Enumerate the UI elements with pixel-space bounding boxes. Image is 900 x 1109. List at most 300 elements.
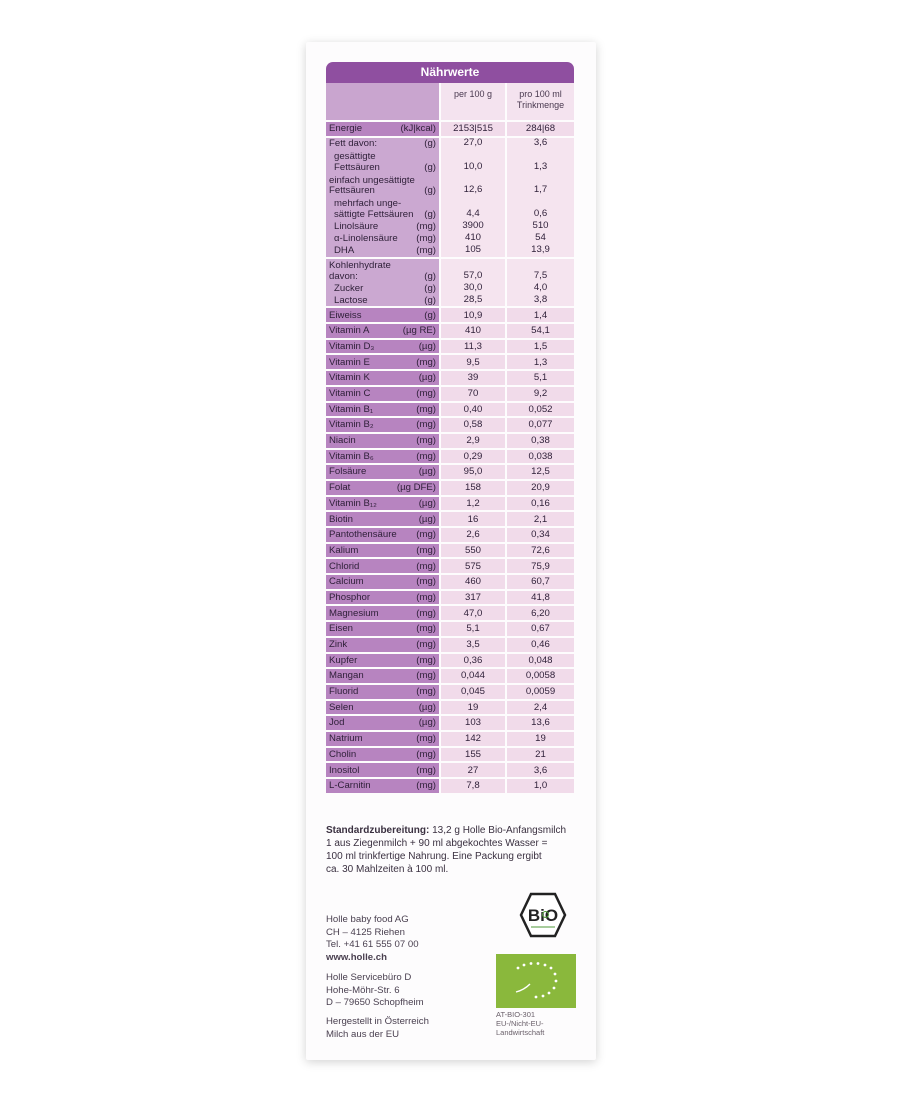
- company-name: Holle baby food AG: [326, 914, 409, 925]
- preparation-note-bold: Standardzubereitung:: [326, 825, 430, 836]
- value-per-100ml: 19: [507, 732, 574, 746]
- table-row: [326, 418, 574, 432]
- table-row: [326, 559, 574, 573]
- table-row-group: [326, 138, 574, 257]
- table-row: [326, 481, 574, 495]
- table-row-group: [326, 763, 574, 777]
- row-label: Niacin: [329, 435, 356, 447]
- row-unit: (µg): [418, 340, 436, 352]
- value-per-100g: 7,8: [441, 779, 505, 793]
- table-row-group: [326, 403, 574, 417]
- eu-organic-code: [496, 1010, 544, 1037]
- row-label: Pantothensäure: [329, 529, 397, 541]
- company-address: [326, 914, 419, 964]
- row-unit: (mg): [416, 733, 436, 745]
- value-per-100ml: 6,20: [507, 606, 574, 620]
- row-label-cell: [326, 355, 439, 369]
- value-per-100ml: 0,6: [507, 197, 574, 220]
- column-header-per-100ml-line2: Trinkmenge: [516, 100, 565, 110]
- table-row: [326, 669, 574, 683]
- table-row-group: [326, 308, 574, 322]
- table-row: [326, 355, 574, 369]
- row-label: Folat: [329, 482, 351, 494]
- column-header-per-100ml-line1: pro 100 ml: [519, 89, 562, 99]
- row-label-line: [334, 296, 436, 307]
- row-label-cell: [326, 244, 439, 256]
- row-label-cell: [326, 512, 439, 526]
- table-row: [326, 528, 574, 542]
- value-per-100g: 9,5: [441, 355, 505, 369]
- row-label: Fettsäuren: [334, 161, 380, 173]
- row-unit: (g): [424, 161, 436, 173]
- table-row: [326, 512, 574, 526]
- value-per-100ml: 0,46: [507, 638, 574, 652]
- row-unit: (mg): [416, 232, 436, 244]
- row-label: mehrfach unge-: [334, 198, 402, 210]
- value-per-100ml: 54: [507, 232, 574, 244]
- row-label: Vitamin K: [329, 372, 370, 384]
- value-per-100g: 10,0: [441, 150, 505, 173]
- row-label: Kalium: [329, 544, 359, 556]
- table-row: [326, 403, 574, 417]
- table-row-group: [326, 512, 574, 526]
- milk-origin: Milch aus der EU: [326, 1028, 400, 1040]
- row-label: Cholin: [329, 748, 357, 760]
- row-label-line: [334, 210, 436, 221]
- row-label: Vitamin B₁: [329, 403, 374, 415]
- value-per-100ml: 5,1: [507, 371, 574, 385]
- value-per-100g: 0,40: [441, 403, 505, 417]
- value-per-100ml: 0,0058: [507, 669, 574, 683]
- value-per-100ml: 21: [507, 748, 574, 762]
- row-label: Mangan: [329, 670, 364, 682]
- row-unit: (mg): [416, 591, 436, 603]
- row-label-cell: [326, 559, 439, 573]
- value-per-100g: 0,36: [441, 654, 505, 668]
- made-in: Hergestellt in Österreich: [326, 1016, 429, 1027]
- table-row-group: [326, 654, 574, 668]
- row-label-line: [329, 261, 436, 272]
- table-row: [326, 732, 574, 746]
- value-per-100g: 57,0: [441, 259, 505, 282]
- row-label: Chlorid: [329, 560, 360, 572]
- row-unit: (mg): [416, 686, 436, 698]
- row-label-cell: [326, 606, 439, 620]
- table-row: [326, 748, 574, 762]
- table-row-group: [326, 669, 574, 683]
- table-row-group: [326, 465, 574, 479]
- table-row-group: [326, 355, 574, 369]
- bio-seal-icon: [511, 890, 575, 940]
- table-row: [326, 465, 574, 479]
- value-per-100ml: 0,16: [507, 497, 574, 511]
- table-row: [326, 232, 574, 244]
- row-unit: (mg): [416, 560, 436, 572]
- row-label-cell: [326, 763, 439, 777]
- value-per-100g: 460: [441, 575, 505, 589]
- row-label-cell: [326, 622, 439, 636]
- row-label-cell: [326, 748, 439, 762]
- row-label-cell: [326, 779, 439, 793]
- row-label-cell: [326, 259, 439, 282]
- row-unit: (mg): [416, 623, 436, 635]
- row-label: Energie: [329, 123, 363, 135]
- value-per-100g: 158: [441, 481, 505, 495]
- row-label-cell: [326, 716, 439, 730]
- value-per-100ml: 13,9: [507, 244, 574, 256]
- row-label-line: [334, 199, 436, 210]
- row-label-cell: [326, 701, 439, 715]
- row-unit: (mg): [416, 780, 436, 792]
- row-label-line: [334, 246, 436, 257]
- value-per-100ml: 9,2: [507, 387, 574, 401]
- value-per-100g: 19: [441, 701, 505, 715]
- value-per-100g: 11,3: [441, 340, 505, 354]
- label-card: [306, 42, 596, 1060]
- row-label: Vitamin B₂: [329, 419, 374, 431]
- column-headers: [326, 83, 574, 120]
- value-per-100g: 4,4: [441, 197, 505, 220]
- table-row: [326, 779, 574, 793]
- value-per-100ml: 2,1: [507, 512, 574, 526]
- row-label-cell: [326, 434, 439, 448]
- table-row: [326, 371, 574, 385]
- service-street: Hohe-Möhr-Str. 6: [326, 984, 400, 996]
- table-row: [326, 387, 574, 401]
- eu-organic-leaf-icon: [496, 954, 576, 1008]
- row-label-cell: [326, 403, 439, 417]
- row-label-line: [329, 272, 436, 283]
- preparation-note-line3: 100 ml trinkfertige Nahrung. Eine Packung ergibt: [326, 851, 542, 862]
- table-row: [326, 122, 574, 136]
- row-label-cell: [326, 220, 439, 232]
- table-row-group: [326, 701, 574, 715]
- row-unit: (µg): [418, 701, 436, 713]
- value-per-100g: 12,6: [441, 173, 505, 196]
- row-label-cell: [326, 654, 439, 668]
- row-unit: (g): [424, 294, 436, 306]
- eu-code-line3: Landwirtschaft: [496, 1028, 545, 1037]
- row-unit: (µg): [418, 372, 436, 384]
- row-unit: (mg): [416, 220, 436, 232]
- column-header-per-100g: per 100 g: [441, 83, 505, 120]
- value-per-100g: 28,5: [441, 294, 505, 306]
- bio-seal-text: BiO: [527, 906, 559, 925]
- table-row: [326, 622, 574, 636]
- row-label: Kupfer: [329, 654, 358, 666]
- column-header-per-100ml: [507, 83, 574, 120]
- value-per-100g: 3,5: [441, 638, 505, 652]
- value-per-100g: 70: [441, 387, 505, 401]
- value-per-100g: 39: [441, 371, 505, 385]
- value-per-100ml: 1,4: [507, 308, 574, 322]
- value-per-100ml: 72,6: [507, 544, 574, 558]
- value-per-100ml: 1,5: [507, 340, 574, 354]
- row-unit: (g): [424, 282, 436, 294]
- value-per-100ml: 0,38: [507, 434, 574, 448]
- row-unit: (mg): [416, 419, 436, 431]
- value-per-100g: 575: [441, 559, 505, 573]
- value-per-100ml: 3,8: [507, 294, 574, 306]
- value-per-100ml: 13,6: [507, 716, 574, 730]
- row-label-cell: [326, 232, 439, 244]
- table-row: [326, 606, 574, 620]
- value-per-100ml: 60,7: [507, 575, 574, 589]
- table-row: [326, 654, 574, 668]
- row-label: Kohlenhydrate: [329, 260, 391, 271]
- value-per-100ml: 0,077: [507, 418, 574, 432]
- row-label-cell: [326, 371, 439, 385]
- table-row-group: [326, 324, 574, 338]
- row-label-cell: [326, 173, 439, 196]
- value-per-100ml: 1,0: [507, 779, 574, 793]
- table-row-group: [326, 606, 574, 620]
- row-label: Biotin: [329, 513, 353, 525]
- row-label-cell: [326, 387, 439, 401]
- table-row-group: [326, 434, 574, 448]
- eu-code-line1: AT-BIO-301: [496, 1010, 536, 1019]
- row-unit: (µg): [418, 717, 436, 729]
- row-label: L-Carnitin: [329, 780, 371, 792]
- table-row-group: [326, 122, 574, 136]
- value-per-100g: 317: [441, 591, 505, 605]
- value-per-100g: 95,0: [441, 465, 505, 479]
- row-unit: (mg): [416, 748, 436, 760]
- row-label-line: [329, 186, 436, 197]
- row-label-cell: [326, 308, 439, 322]
- value-per-100ml: 20,9: [507, 481, 574, 495]
- row-label: sättigte Fettsäuren: [334, 208, 414, 220]
- value-per-100g: 410: [441, 232, 505, 244]
- table-row: [326, 638, 574, 652]
- value-per-100g: 2153|515: [441, 122, 505, 136]
- value-per-100g: 550: [441, 544, 505, 558]
- row-label-cell: [326, 638, 439, 652]
- row-unit: (mg): [416, 450, 436, 462]
- value-per-100g: 47,0: [441, 606, 505, 620]
- row-unit: (mg): [416, 544, 436, 556]
- value-per-100ml: 0,34: [507, 528, 574, 542]
- value-per-100ml: 7,5: [507, 259, 574, 282]
- table-row-group: [326, 528, 574, 542]
- row-label-cell: [326, 544, 439, 558]
- row-label-cell: [326, 324, 439, 338]
- value-per-100ml: 2,4: [507, 701, 574, 715]
- value-per-100g: 16: [441, 512, 505, 526]
- service-name: Holle Servicebüro D: [326, 972, 412, 983]
- origin-info: [326, 1016, 429, 1041]
- table-row-group: [326, 371, 574, 385]
- table-row-group: [326, 387, 574, 401]
- table-row: [326, 701, 574, 715]
- row-label: Fluorid: [329, 686, 359, 698]
- row-label-cell: [326, 528, 439, 542]
- value-per-100g: 0,044: [441, 669, 505, 683]
- row-label: Vitamin D₃: [329, 340, 375, 352]
- table-row: [326, 294, 574, 306]
- table-row: [326, 591, 574, 605]
- value-per-100ml: 12,5: [507, 465, 574, 479]
- row-unit: (mg): [416, 576, 436, 588]
- table-row-group: [326, 748, 574, 762]
- row-label: Calcium: [329, 576, 364, 588]
- preparation-note-line1: 13,2 g Holle Bio-Anfangsmilch: [429, 825, 567, 836]
- row-label-line: [334, 163, 436, 174]
- table-row: [326, 282, 574, 294]
- row-label: Jod: [329, 717, 345, 729]
- row-unit: (mg): [416, 388, 436, 399]
- table-row: [326, 173, 574, 196]
- row-label-cell: [326, 685, 439, 699]
- preparation-note: [326, 824, 586, 876]
- table-row: [326, 450, 574, 464]
- row-label-cell: [326, 465, 439, 479]
- row-unit: (µg): [418, 466, 436, 478]
- value-per-100g: 0,58: [441, 418, 505, 432]
- table-row-group: [326, 450, 574, 464]
- row-unit: (µg): [418, 497, 436, 509]
- value-per-100g: 0,045: [441, 685, 505, 699]
- row-label: Vitamin A: [329, 325, 370, 337]
- row-label: Selen: [329, 701, 354, 713]
- table-row: [326, 220, 574, 232]
- service-city: D – 79650 Schopfheim: [326, 997, 424, 1009]
- row-label: Linolsäure: [334, 220, 379, 232]
- row-label-cell: [326, 575, 439, 589]
- table-row-group: [326, 622, 574, 636]
- value-per-100g: 2,6: [441, 528, 505, 542]
- row-label: einfach ungesättigte: [329, 174, 415, 186]
- value-per-100ml: 41,8: [507, 591, 574, 605]
- table-body: [326, 122, 574, 793]
- row-label: Vitamin B₆: [329, 450, 374, 462]
- row-unit: (kJ|kcal): [400, 123, 436, 135]
- table-row: [326, 150, 574, 173]
- row-unit: (mg): [416, 764, 436, 776]
- value-per-100ml: 0,052: [507, 403, 574, 417]
- row-unit: (g): [424, 185, 436, 197]
- row-label-cell: [326, 138, 439, 150]
- row-unit: (mg): [416, 654, 436, 666]
- company-website: www.holle.ch: [326, 951, 387, 963]
- value-per-100ml: 1,7: [507, 173, 574, 196]
- row-label: davon:: [329, 270, 358, 282]
- row-label-cell: [326, 591, 439, 605]
- value-per-100g: 1,2: [441, 497, 505, 511]
- row-label-line: [334, 284, 436, 295]
- table-row-group: [326, 638, 574, 652]
- table-row: [326, 244, 574, 256]
- table-row-group: [326, 575, 574, 589]
- row-unit: (mg): [416, 403, 436, 415]
- value-per-100g: 155: [441, 748, 505, 762]
- table-row-group: [326, 544, 574, 558]
- value-per-100ml: 3,6: [507, 138, 574, 150]
- value-per-100ml: 3,6: [507, 763, 574, 777]
- row-label-line: [329, 139, 436, 150]
- row-label: DHA: [334, 245, 355, 257]
- value-per-100g: 5,1: [441, 622, 505, 636]
- table-row-group: [326, 481, 574, 495]
- row-label: α-Linolensäure: [334, 232, 398, 244]
- table-row: [326, 138, 574, 150]
- row-label-cell: [326, 450, 439, 464]
- table-row: [326, 544, 574, 558]
- value-per-100ml: 1,3: [507, 150, 574, 173]
- row-label: Zucker: [334, 282, 364, 294]
- table-row: [326, 340, 574, 354]
- row-label-cell: [326, 418, 439, 432]
- table-row-group: [326, 559, 574, 573]
- value-per-100ml: 0,038: [507, 450, 574, 464]
- row-label: Lactose: [334, 294, 368, 306]
- eu-code-line2: EU-/Nicht-EU-: [496, 1019, 544, 1028]
- table-row: [326, 324, 574, 338]
- value-per-100g: 410: [441, 324, 505, 338]
- table-row-group: [326, 259, 574, 307]
- table-row-group: [326, 732, 574, 746]
- row-label-cell: [326, 669, 439, 683]
- row-unit: (mg): [416, 529, 436, 541]
- row-label: Eiweiss: [329, 309, 362, 321]
- table-row: [326, 716, 574, 730]
- nutrition-table: [326, 62, 574, 795]
- value-per-100ml: 1,3: [507, 355, 574, 369]
- value-per-100ml: 75,9: [507, 559, 574, 573]
- row-unit: (g): [424, 270, 436, 282]
- value-per-100g: 27: [441, 763, 505, 777]
- value-per-100g: 3900: [441, 220, 505, 232]
- row-label-cell: [326, 732, 439, 746]
- table-row: [326, 575, 574, 589]
- row-unit: (mg): [416, 356, 436, 368]
- row-label-cell: [326, 497, 439, 511]
- row-unit: (mg): [416, 670, 436, 682]
- value-per-100g: 30,0: [441, 282, 505, 294]
- value-per-100g: 10,9: [441, 308, 505, 322]
- value-per-100ml: 284|68: [507, 122, 574, 136]
- row-label: Phosphor: [329, 591, 371, 603]
- row-label: Zink: [329, 639, 348, 650]
- row-label-cell: [326, 294, 439, 306]
- row-label: Vitamin E: [329, 356, 370, 368]
- row-label-cell: [326, 481, 439, 495]
- row-label: Fettsäuren: [329, 185, 375, 197]
- row-unit: (µg DFE): [396, 482, 436, 494]
- column-header-blank: [326, 83, 439, 120]
- row-unit: (µg RE): [402, 325, 436, 337]
- table-row: [326, 497, 574, 511]
- row-label: Vitamin B₁₂: [329, 497, 377, 509]
- row-label: Eisen: [329, 623, 353, 635]
- table-title: Nährwerte: [326, 62, 574, 83]
- row-unit: (g): [424, 138, 436, 150]
- row-unit: (mg): [416, 245, 436, 257]
- service-address: [326, 972, 424, 1010]
- value-per-100g: 142: [441, 732, 505, 746]
- table-row-group: [326, 591, 574, 605]
- row-label: Folsäure: [329, 466, 367, 478]
- table-row-group: [326, 779, 574, 793]
- table-row-group: [326, 418, 574, 432]
- company-phone: Tel. +41 61 555 07 00: [326, 939, 419, 951]
- row-unit: (g): [424, 208, 436, 220]
- row-unit: (mg): [416, 607, 436, 619]
- row-label-cell: [326, 197, 439, 220]
- table-row: [326, 685, 574, 699]
- preparation-note-line2: 1 aus Ziegenmilch + 90 ml abgekochtes Wasser =: [326, 838, 548, 849]
- table-row: [326, 434, 574, 448]
